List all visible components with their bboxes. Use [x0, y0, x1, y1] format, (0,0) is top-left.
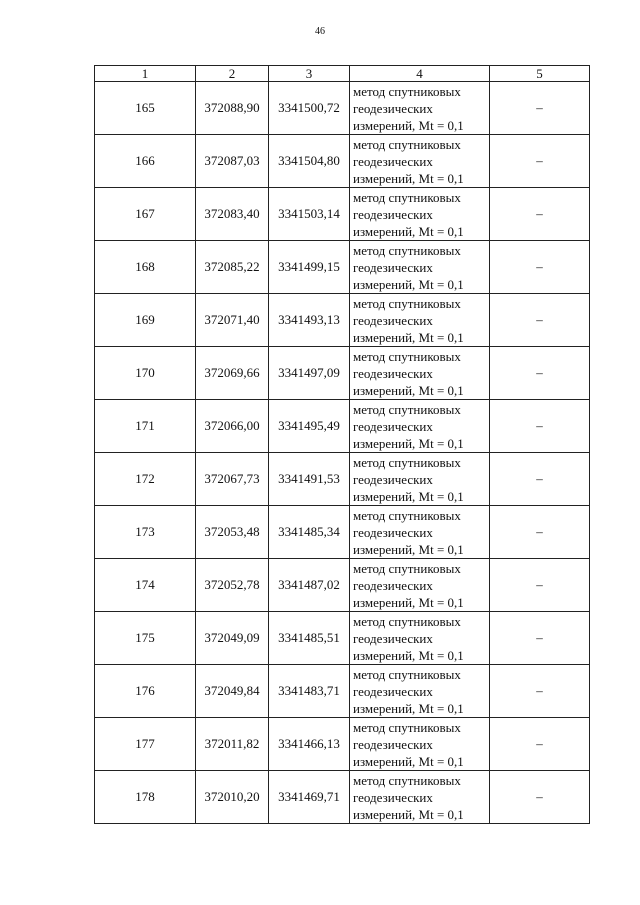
point-number-cell: 173 [95, 506, 196, 559]
method-text-line: измерений, Mt = 0,1 [353, 647, 464, 663]
method-text-line: измерений, Mt = 0,1 [353, 382, 464, 398]
method-text-line: геодезических [353, 153, 433, 169]
table-row [95, 135, 590, 188]
method-cell [350, 771, 490, 824]
x-coordinate-cell: 372071,40 [196, 294, 269, 347]
table-row [95, 400, 590, 453]
description-cell: – [490, 718, 590, 771]
method-text-line: измерений, Mt = 0,1 [353, 541, 464, 557]
description-cell: – [490, 453, 590, 506]
point-number-cell: 166 [95, 135, 196, 188]
point-number-cell: 170 [95, 347, 196, 400]
method-cell [350, 135, 490, 188]
table-row [95, 506, 590, 559]
method-text-line: измерений, Mt = 0,1 [353, 435, 464, 451]
point-number-cell: 175 [95, 612, 196, 665]
method-text-line: метод спутниковых [353, 295, 461, 311]
table-row [95, 188, 590, 241]
y-coordinate-cell: 3341503,14 [269, 188, 350, 241]
method-text-line: измерений, Mt = 0,1 [353, 117, 464, 133]
x-coordinate-cell: 372049,84 [196, 665, 269, 718]
method-text-line: метод спутниковых [353, 242, 461, 258]
description-cell: – [490, 347, 590, 400]
method-text-line: метод спутниковых [353, 772, 461, 788]
method-text-line: метод спутниковых [353, 454, 461, 470]
method-cell [350, 559, 490, 612]
table-row [95, 612, 590, 665]
table-row [95, 453, 590, 506]
y-coordinate-cell: 3341466,13 [269, 718, 350, 771]
description-cell: – [490, 400, 590, 453]
description-cell: – [490, 559, 590, 612]
point-number-cell: 167 [95, 188, 196, 241]
table-row [95, 718, 590, 771]
method-text-line: измерений, Mt = 0,1 [353, 594, 464, 610]
method-cell [350, 294, 490, 347]
description-cell: – [490, 612, 590, 665]
method-text-line: геодезических [353, 736, 433, 752]
method-text-line: измерений, Mt = 0,1 [353, 223, 464, 239]
method-text-line: геодезических [353, 365, 433, 381]
table-row [95, 347, 590, 400]
method-text-line: метод спутниковых [353, 189, 461, 205]
method-text-line: геодезических [353, 312, 433, 328]
method-text-line: измерений, Mt = 0,1 [353, 700, 464, 716]
point-number-cell: 165 [95, 82, 196, 135]
method-text-line: метод спутниковых [353, 136, 461, 152]
description-cell: – [490, 294, 590, 347]
description-cell: – [490, 82, 590, 135]
method-text-line: метод спутниковых [353, 83, 461, 99]
point-number-cell: 177 [95, 718, 196, 771]
y-coordinate-cell: 3341485,51 [269, 612, 350, 665]
y-coordinate-cell: 3341469,71 [269, 771, 350, 824]
x-coordinate-cell: 372069,66 [196, 347, 269, 400]
method-cell [350, 347, 490, 400]
table-row [95, 82, 590, 135]
description-cell: – [490, 241, 590, 294]
header-col-3: 3 [269, 66, 350, 82]
point-number-cell: 171 [95, 400, 196, 453]
description-cell: – [490, 135, 590, 188]
point-number-cell: 176 [95, 665, 196, 718]
y-coordinate-cell: 3341487,02 [269, 559, 350, 612]
coordinates-table [94, 65, 590, 824]
description-cell: – [490, 665, 590, 718]
method-cell [350, 82, 490, 135]
method-text-line: измерений, Mt = 0,1 [353, 753, 464, 769]
y-coordinate-cell: 3341485,34 [269, 506, 350, 559]
method-text-line: геодезических [353, 418, 433, 434]
method-text-line: геодезических [353, 630, 433, 646]
point-number-cell: 169 [95, 294, 196, 347]
method-text-line: геодезических [353, 206, 433, 222]
table-row [95, 294, 590, 347]
method-text-line: метод спутниковых [353, 401, 461, 417]
x-coordinate-cell: 372010,20 [196, 771, 269, 824]
method-text-line: измерений, Mt = 0,1 [353, 170, 464, 186]
y-coordinate-cell: 3341491,53 [269, 453, 350, 506]
method-text-line: геодезических [353, 683, 433, 699]
y-coordinate-cell: 3341499,15 [269, 241, 350, 294]
table-row [95, 241, 590, 294]
method-text-line: метод спутниковых [353, 507, 461, 523]
y-coordinate-cell: 3341500,72 [269, 82, 350, 135]
method-text-line: метод спутниковых [353, 666, 461, 682]
method-text-line: геодезических [353, 524, 433, 540]
point-number-cell: 168 [95, 241, 196, 294]
method-text-line: геодезических [353, 789, 433, 805]
y-coordinate-cell: 3341495,49 [269, 400, 350, 453]
header-row [95, 66, 590, 82]
description-cell: – [490, 771, 590, 824]
method-text-line: измерений, Mt = 0,1 [353, 488, 464, 504]
x-coordinate-cell: 372083,40 [196, 188, 269, 241]
table-row [95, 771, 590, 824]
table-body [95, 82, 590, 824]
page-number: 46 [315, 26, 325, 37]
x-coordinate-cell: 372067,73 [196, 453, 269, 506]
point-number-cell: 174 [95, 559, 196, 612]
x-coordinate-cell: 372066,00 [196, 400, 269, 453]
method-text-line: геодезических [353, 100, 433, 116]
method-cell [350, 188, 490, 241]
method-cell [350, 612, 490, 665]
method-text-line: геодезических [353, 471, 433, 487]
method-cell [350, 665, 490, 718]
method-text-line: измерений, Mt = 0,1 [353, 806, 464, 822]
x-coordinate-cell: 372052,78 [196, 559, 269, 612]
x-coordinate-cell: 372088,90 [196, 82, 269, 135]
x-coordinate-cell: 372087,03 [196, 135, 269, 188]
method-text-line: геодезических [353, 259, 433, 275]
x-coordinate-cell: 372053,48 [196, 506, 269, 559]
method-text-line: измерений, Mt = 0,1 [353, 276, 464, 292]
description-cell: – [490, 188, 590, 241]
method-cell [350, 241, 490, 294]
y-coordinate-cell: 3341493,13 [269, 294, 350, 347]
table-header [95, 66, 590, 82]
header-col-4: 4 [350, 66, 490, 82]
method-text-line: метод спутниковых [353, 719, 461, 735]
method-text-line: метод спутниковых [353, 348, 461, 364]
y-coordinate-cell: 3341497,09 [269, 347, 350, 400]
method-cell [350, 453, 490, 506]
header-col-5: 5 [490, 66, 590, 82]
method-cell [350, 400, 490, 453]
header-col-2: 2 [196, 66, 269, 82]
point-number-cell: 178 [95, 771, 196, 824]
x-coordinate-cell: 372049,09 [196, 612, 269, 665]
method-cell [350, 718, 490, 771]
method-cell [350, 506, 490, 559]
x-coordinate-cell: 372011,82 [196, 718, 269, 771]
table-row [95, 665, 590, 718]
header-col-1: 1 [95, 66, 196, 82]
method-text-line: метод спутниковых [353, 613, 461, 629]
description-cell: – [490, 506, 590, 559]
table-row [95, 559, 590, 612]
point-number-cell: 172 [95, 453, 196, 506]
y-coordinate-cell: 3341504,80 [269, 135, 350, 188]
method-text-line: измерений, Mt = 0,1 [353, 329, 464, 345]
x-coordinate-cell: 372085,22 [196, 241, 269, 294]
y-coordinate-cell: 3341483,71 [269, 665, 350, 718]
method-text-line: геодезических [353, 577, 433, 593]
method-text-line: метод спутниковых [353, 560, 461, 576]
